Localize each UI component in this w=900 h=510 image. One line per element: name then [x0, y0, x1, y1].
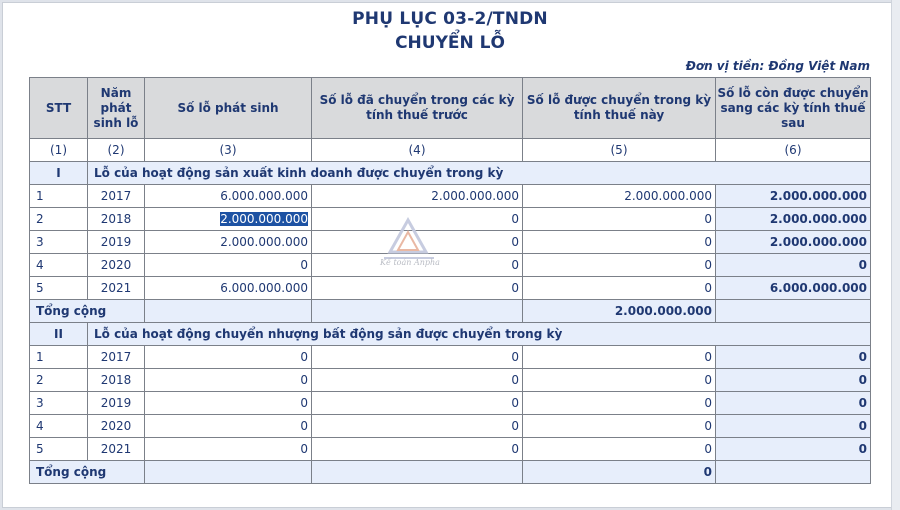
computed-loss-remaining: 0: [716, 438, 871, 461]
input-loss-transferred-prior[interactable]: 2.000.000.000: [312, 185, 523, 208]
col-number: (5): [523, 139, 716, 162]
row-stt: 3: [30, 392, 88, 415]
input-loss-transferred-current[interactable]: 0: [523, 254, 716, 277]
column-number-row: [30, 139, 871, 162]
input-loss-transferred-prior[interactable]: 0: [312, 392, 523, 415]
section-roman: I: [30, 162, 88, 185]
row-year: 2017: [88, 346, 145, 369]
col-number: (1): [30, 139, 88, 162]
total-empty-cell: [312, 300, 523, 323]
input-loss-transferred-prior[interactable]: 0: [312, 208, 523, 231]
watermark-text: Kế toán Anpha: [380, 258, 440, 267]
section-header-row: [30, 323, 871, 346]
total-empty-cell: [312, 461, 523, 484]
header-loss-remaining: Số lỗ còn được chuyển sang các kỳ tính thuế sau: [716, 78, 871, 139]
input-loss-transferred-prior[interactable]: 0: [312, 277, 523, 300]
row-year: 2020: [88, 415, 145, 438]
computed-loss-remaining: 0: [716, 346, 871, 369]
total-row: [30, 461, 871, 484]
table-row: [30, 208, 871, 231]
col-number: (6): [716, 139, 871, 162]
row-year: 2019: [88, 392, 145, 415]
input-loss-transferred-current[interactable]: 0: [523, 231, 716, 254]
row-stt: 4: [30, 254, 88, 277]
input-loss-transferred-prior[interactable]: 0: [312, 254, 523, 277]
table-row: [30, 346, 871, 369]
input-loss-transferred-current[interactable]: 0: [523, 277, 716, 300]
input-loss-incurred[interactable]: 0: [145, 254, 312, 277]
total-empty-cell: [716, 300, 871, 323]
section-title: Lỗ của hoạt động sản xuất kinh doanh được chuyển trong kỳ: [88, 162, 871, 185]
total-loss-transferred-current: 2.000.000.000: [523, 300, 716, 323]
computed-loss-remaining: 0: [716, 369, 871, 392]
header-loss-transferred-prior: Số lỗ đã chuyển trong các kỳ tính thuế trước: [312, 78, 523, 139]
col-number: (3): [145, 139, 312, 162]
form-title: PHỤ LỤC 03-2/TNDN: [352, 9, 548, 29]
input-loss-transferred-current[interactable]: 0: [523, 415, 716, 438]
selected-text: 2.000.000.000: [220, 212, 308, 226]
input-loss-incurred-selected[interactable]: [145, 208, 312, 231]
input-loss-transferred-current[interactable]: 0: [523, 208, 716, 231]
col-number: (2): [88, 139, 145, 162]
input-loss-transferred-current[interactable]: 2.000.000.000: [523, 185, 716, 208]
input-loss-incurred[interactable]: 2.000.000.000: [145, 231, 312, 254]
total-label: Tổng cộng: [30, 461, 145, 484]
input-loss-incurred[interactable]: 0: [145, 369, 312, 392]
computed-loss-remaining: 6.000.000.000: [716, 277, 871, 300]
computed-loss-remaining: 2.000.000.000: [716, 231, 871, 254]
input-loss-transferred-prior[interactable]: 0: [312, 231, 523, 254]
loss-carryforward-table: [29, 77, 871, 484]
currency-unit-label: Đơn vị tiền: Đồng Việt Nam: [685, 59, 870, 73]
computed-loss-remaining: 2.000.000.000: [716, 208, 871, 231]
input-loss-incurred[interactable]: 0: [145, 392, 312, 415]
table-row: [30, 185, 871, 208]
total-loss-transferred-current: 0: [523, 461, 716, 484]
computed-loss-remaining: 2.000.000.000: [716, 185, 871, 208]
row-year: 2021: [88, 277, 145, 300]
input-loss-incurred[interactable]: 0: [145, 415, 312, 438]
input-loss-transferred-current[interactable]: 0: [523, 369, 716, 392]
row-stt: 4: [30, 415, 88, 438]
section-header-row: [30, 162, 871, 185]
row-stt: 5: [30, 438, 88, 461]
input-loss-incurred[interactable]: 6.000.000.000: [145, 185, 312, 208]
table-row: [30, 277, 871, 300]
total-row: [30, 300, 871, 323]
header-stt: STT: [30, 78, 88, 139]
form-subtitle: CHUYỂN LỖ: [395, 33, 505, 53]
total-empty-cell: [716, 461, 871, 484]
table-row: [30, 231, 871, 254]
total-empty-cell: [145, 300, 312, 323]
table-row: [30, 415, 871, 438]
row-year: 2019: [88, 231, 145, 254]
row-stt: 1: [30, 346, 88, 369]
table-row: [30, 369, 871, 392]
row-year: 2017: [88, 185, 145, 208]
section-roman: II: [30, 323, 88, 346]
input-loss-incurred[interactable]: 0: [145, 438, 312, 461]
input-loss-transferred-current[interactable]: 0: [523, 346, 716, 369]
row-stt: 2: [30, 208, 88, 231]
vertical-scrollbar[interactable]: [891, 0, 900, 510]
col-number: (4): [312, 139, 523, 162]
header-year: Năm phát sinh lỗ: [88, 78, 145, 139]
input-loss-transferred-prior[interactable]: 0: [312, 438, 523, 461]
row-year: 2020: [88, 254, 145, 277]
total-label: Tổng cộng: [30, 300, 145, 323]
total-empty-cell: [145, 461, 312, 484]
row-stt: 2: [30, 369, 88, 392]
header-loss-transferred-current: Số lỗ được chuyển trong kỳ tính thuế này: [523, 78, 716, 139]
input-loss-transferred-current[interactable]: 0: [523, 438, 716, 461]
computed-loss-remaining: 0: [716, 392, 871, 415]
input-loss-incurred[interactable]: 0: [145, 346, 312, 369]
table-row: [30, 254, 871, 277]
table-row: [30, 392, 871, 415]
header-row: [30, 78, 871, 139]
input-loss-incurred[interactable]: 6.000.000.000: [145, 277, 312, 300]
computed-loss-remaining: 0: [716, 415, 871, 438]
row-year: 2021: [88, 438, 145, 461]
header-loss-incurred: Số lỗ phát sinh: [145, 78, 312, 139]
section-title: Lỗ của hoạt động chuyển nhượng bất động sản được chuyển trong kỳ: [88, 323, 871, 346]
input-loss-transferred-prior[interactable]: 0: [312, 369, 523, 392]
input-loss-transferred-current[interactable]: 0: [523, 392, 716, 415]
row-year: 2018: [88, 369, 145, 392]
input-loss-transferred-prior[interactable]: 0: [312, 346, 523, 369]
row-stt: 3: [30, 231, 88, 254]
row-stt: 5: [30, 277, 88, 300]
row-stt: 1: [30, 185, 88, 208]
input-loss-transferred-prior[interactable]: 0: [312, 415, 523, 438]
table-row: [30, 438, 871, 461]
computed-loss-remaining: 0: [716, 254, 871, 277]
row-year: 2018: [88, 208, 145, 231]
